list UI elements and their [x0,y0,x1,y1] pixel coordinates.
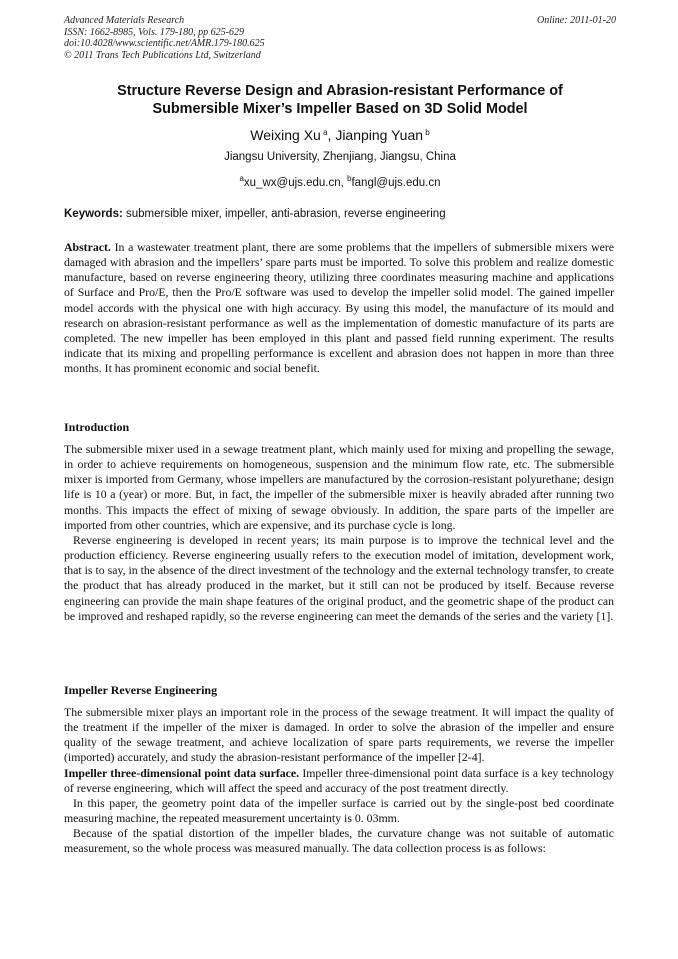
email-2: fangl@ujs.edu.cn [351,177,441,189]
journal-copyright: © 2011 Trans Tech Publications Ltd, Switzerland [64,49,261,61]
subsection-text: Impeller three-dimensional point data surface is a key technology of reverse engineering, which will affect the speed and accuracy of the post treatment directly. [64,765,614,795]
subsection-heading-point-data: Impeller three-dimensional point data surface. [64,765,300,780]
abstract-label: Abstract. [64,240,111,254]
intro-paragraph-2: Reverse engineering is developed in recent years; its main purpose is to improve the technical level and the production efficiency. Reverse engineering usually refers to the execution model of imitation, development work, that is to say, in the absence of the direct investment of the technology and the external technology transfer, to create the product that has already produced in the market, but it still can not be produced by itself. Because reverse engineering can provide the main shape features of the original product, and the geometric shape of the product can be improved and reshaped rapidly, so the reverse engineering can meet the demands of the series and the variety [1]. [64,532,614,623]
email-1-mark: a [239,174,244,183]
author-1-affil-mark: a [323,128,328,137]
section-heading-introduction: Introduction [64,420,130,434]
email-2-mark: b [347,174,352,183]
journal-doi: doi:10.4028/www.scientific.net/AMR.179-180.625 [64,38,265,49]
author-1: Weixing Xu [250,127,321,143]
keywords-text: submersible mixer, impeller, anti-abrasion, reverse engineering [122,208,446,220]
keywords [64,207,616,221]
author-separator: , [327,127,336,143]
ire-paragraph-1: The submersible mixer plays an important role in the process of the sewage treatment. It will impact the quality of the treatment if the impeller of the mixer is damaged. In order to solve the abrasion of the impeller and ensure quality of the sewage treatment, and achieve localization of spare parts requirements, we reverse the impeller (imported) accurately, and study the abrasion-resistant performance of the impeller [2-4]. [64,705,614,765]
abstract-text: In a wastewater treatment plant, there are some problems that the impellers of submersible mixers were damaged with abrasion and the impellers’ spare parts must be imported. To solve this problem and realize domestic manufacture, based on reverse engineering theory, utilizing three coordinates measuring machine and applications of Surface and Pro/E, then the Pro/E software was used to develop the impeller solid model. The gained impeller model accords with the physical one with high accuracy. By using this model, the manufacture of its mould and research on abrasion-resistant performance as well as the implementation of domestic manufacture of its parts are completed. The new impeller has been employed in this plant and passed field running experiment. The results indicate that its mixing and propelling performance is excellent and abrasion does not happen in more than three months. It has prominent economic and social benefit. [64,240,614,376]
affiliation: Jiangsu University, Zhenjiang, Jiangsu, China [224,151,456,163]
intro-paragraph-1: The submersible mixer used in a sewage treatment plant, which mainly used for mixing and propelling the sewage, in order to achieve requirements on homogeneous, suspension and the minimum flow rate, etc. The submersible mixer is imported from Germany, whose impellers are manufactured by the corrosion-resistant polyurethane; design life is 10 a (year) or more. But, in fact, the impeller of the submersible mixer is heavily abraded after running two months. This impacts the effect of mixing of sewage obviously. In addition, the spare parts of the impeller are imported from other countries, which are expensive, and its purchase cycle is long. [64,442,614,532]
section-heading-impeller-reverse-engineering: Impeller Reverse Engineering [64,683,218,697]
ire-paragraph-3: In this paper, the geometry point data of the impeller surface is carried out by the single-post bed coordinate measuring machine, the repeated measurement uncertainty is 0. 03mm. [64,795,614,826]
author-2: Jianping Yuan [335,127,424,143]
journal-issn: ISSN: 1662-8985, Vols. 179-180, pp 625-629 [64,26,244,38]
ire-subsection [64,766,614,796]
author-2-affil-mark: b [425,128,430,137]
online-date: Online: 2011-01-20 [537,15,616,26]
abstract [64,240,614,376]
author-list [64,124,616,144]
paper-title [64,82,616,118]
impeller-reverse-body [64,705,614,857]
journal-name: Advanced Materials Research [64,15,185,26]
journal-header [64,15,616,61]
title-line-1: Structure Reverse Design and Abrasion-resistant Performance of [117,83,563,99]
introduction-body [64,442,614,624]
ire-paragraph-4: Because of the spatial distortion of the impeller blades, the curvature change was not suitable of automatic measurement, so the whole process was measured manually. The data collection process is as follows: [64,826,614,856]
title-line-2: Submersible Mixer’s Impeller Based on 3D Solid Model [152,101,528,117]
keywords-label: Keywords: [64,208,123,220]
author-emails [64,172,616,190]
abstract-paragraph [64,240,614,376]
email-1: xu_wx@ujs.edu.cn, [243,177,348,189]
